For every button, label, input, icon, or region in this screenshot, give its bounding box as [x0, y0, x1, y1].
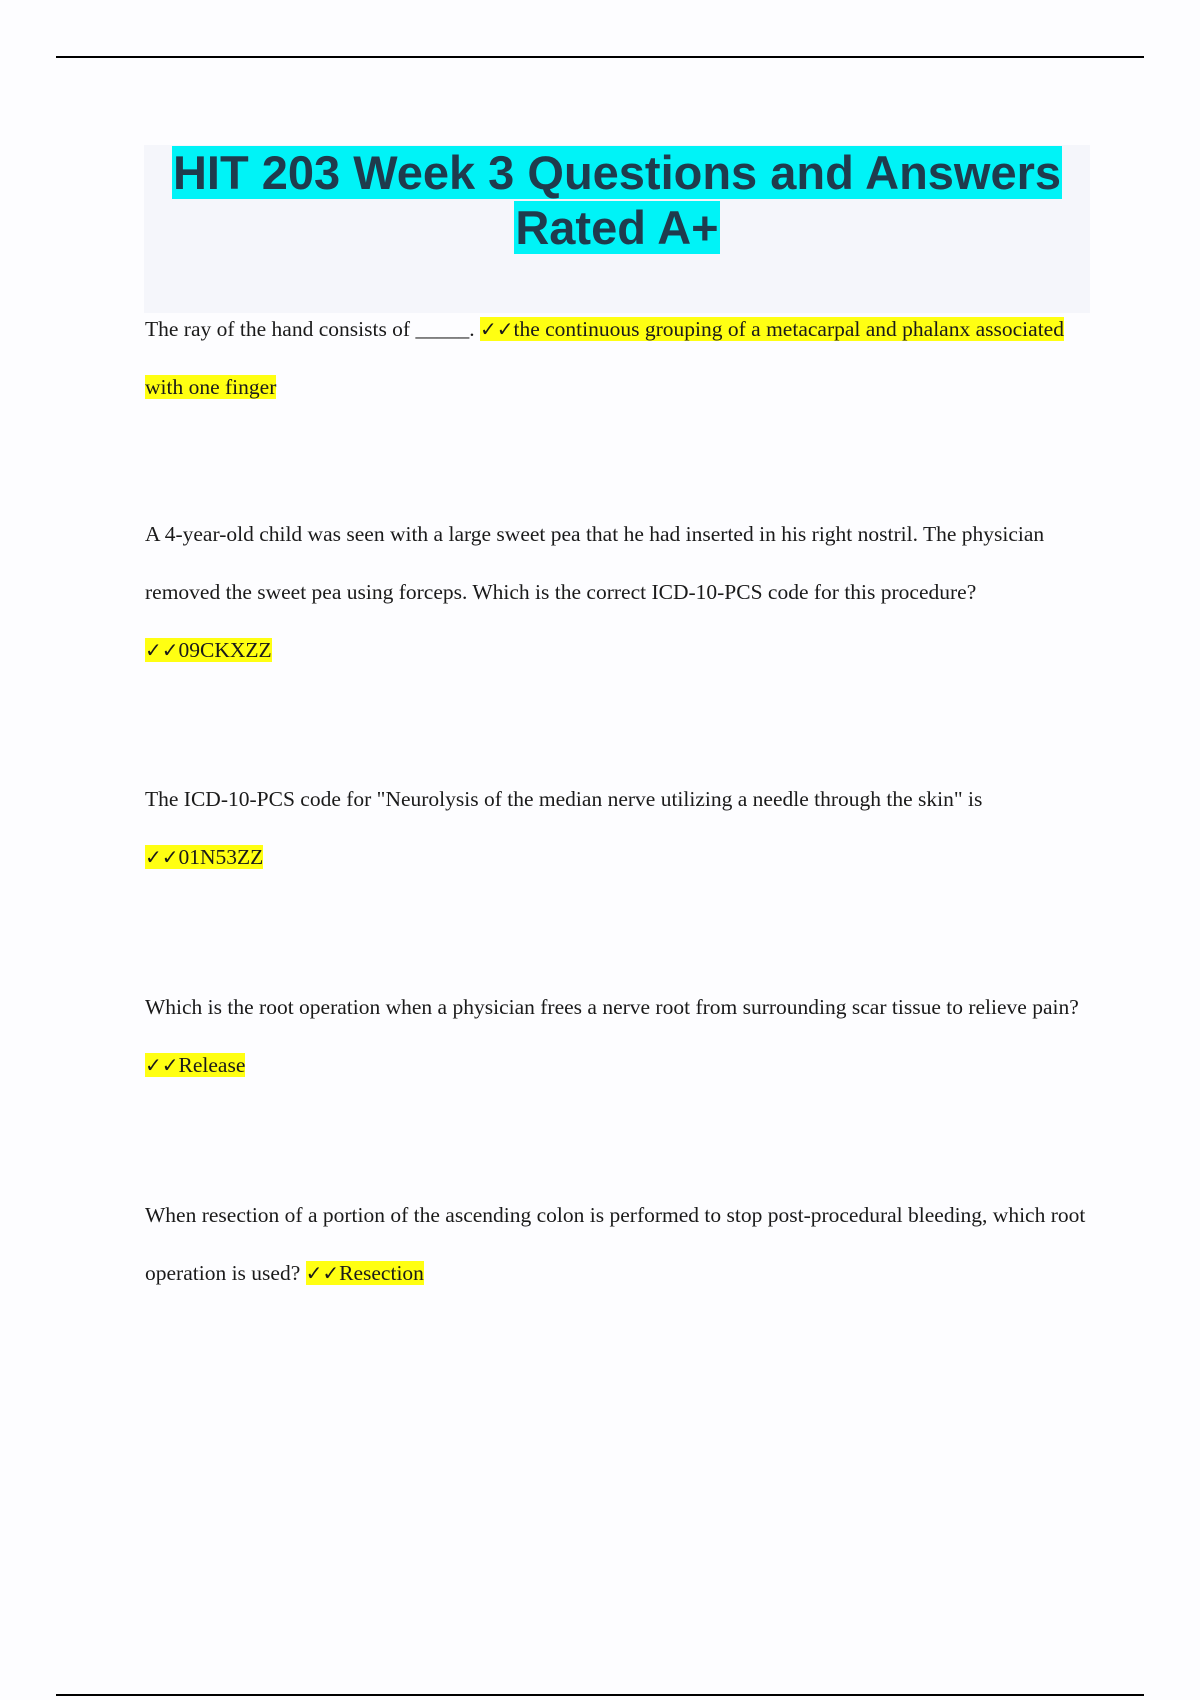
question-text: The ray of the hand consists of _____. — [145, 317, 480, 341]
answer-highlight — [145, 1053, 245, 1077]
answer-highlight — [145, 845, 263, 869]
bottom-rule — [56, 1694, 1144, 1696]
qa-item — [145, 505, 1095, 679]
qa-item — [145, 1186, 1095, 1302]
answer-text: Release — [178, 1053, 246, 1077]
title-line-1: HIT 203 Week 3 Questions and Answers — [172, 146, 1062, 199]
qa-item — [145, 300, 1095, 416]
question-text: A 4-year-old child was seen with a large sweet pea that he had inserted in his right nostril. The physician removed the sweet pea using forceps. Which is the correct ICD-10-PCS code for this procedure? — [145, 522, 1045, 604]
answer-text: the continuous grouping of a metacarpal and phalanx associated with one finger — [145, 317, 1064, 399]
qa-item — [145, 978, 1095, 1094]
answer-text: 01N53ZZ — [178, 845, 264, 869]
question-text: When resection of a portion of the ascending colon is performed to stop post-procedural bleeding, which root operation is used? — [145, 1203, 1086, 1285]
title-line-2: Rated A+ — [515, 201, 719, 254]
top-rule — [56, 56, 1144, 58]
title-block — [144, 145, 1090, 313]
check-mark-icon: ✓✓ — [479, 317, 514, 341]
question-text: The ICD-10-PCS code for "Neurolysis of the median nerve utilizing a needle through the skin" is — [145, 787, 983, 811]
answer-highlight — [306, 1261, 424, 1285]
answer-text: Resection — [339, 1261, 424, 1285]
check-mark-icon: ✓✓ — [145, 845, 179, 869]
check-mark-icon: ✓✓ — [305, 1261, 340, 1285]
answer-text: 09CKXZZ — [178, 638, 272, 662]
check-mark-icon: ✓✓ — [145, 638, 179, 662]
answer-highlight — [145, 638, 272, 662]
question-text: Which is the root operation when a physician frees a nerve root from surrounding scar tissue to relieve pain? — [145, 995, 1079, 1019]
check-mark-icon: ✓✓ — [145, 1053, 179, 1077]
qa-item — [145, 770, 1095, 886]
